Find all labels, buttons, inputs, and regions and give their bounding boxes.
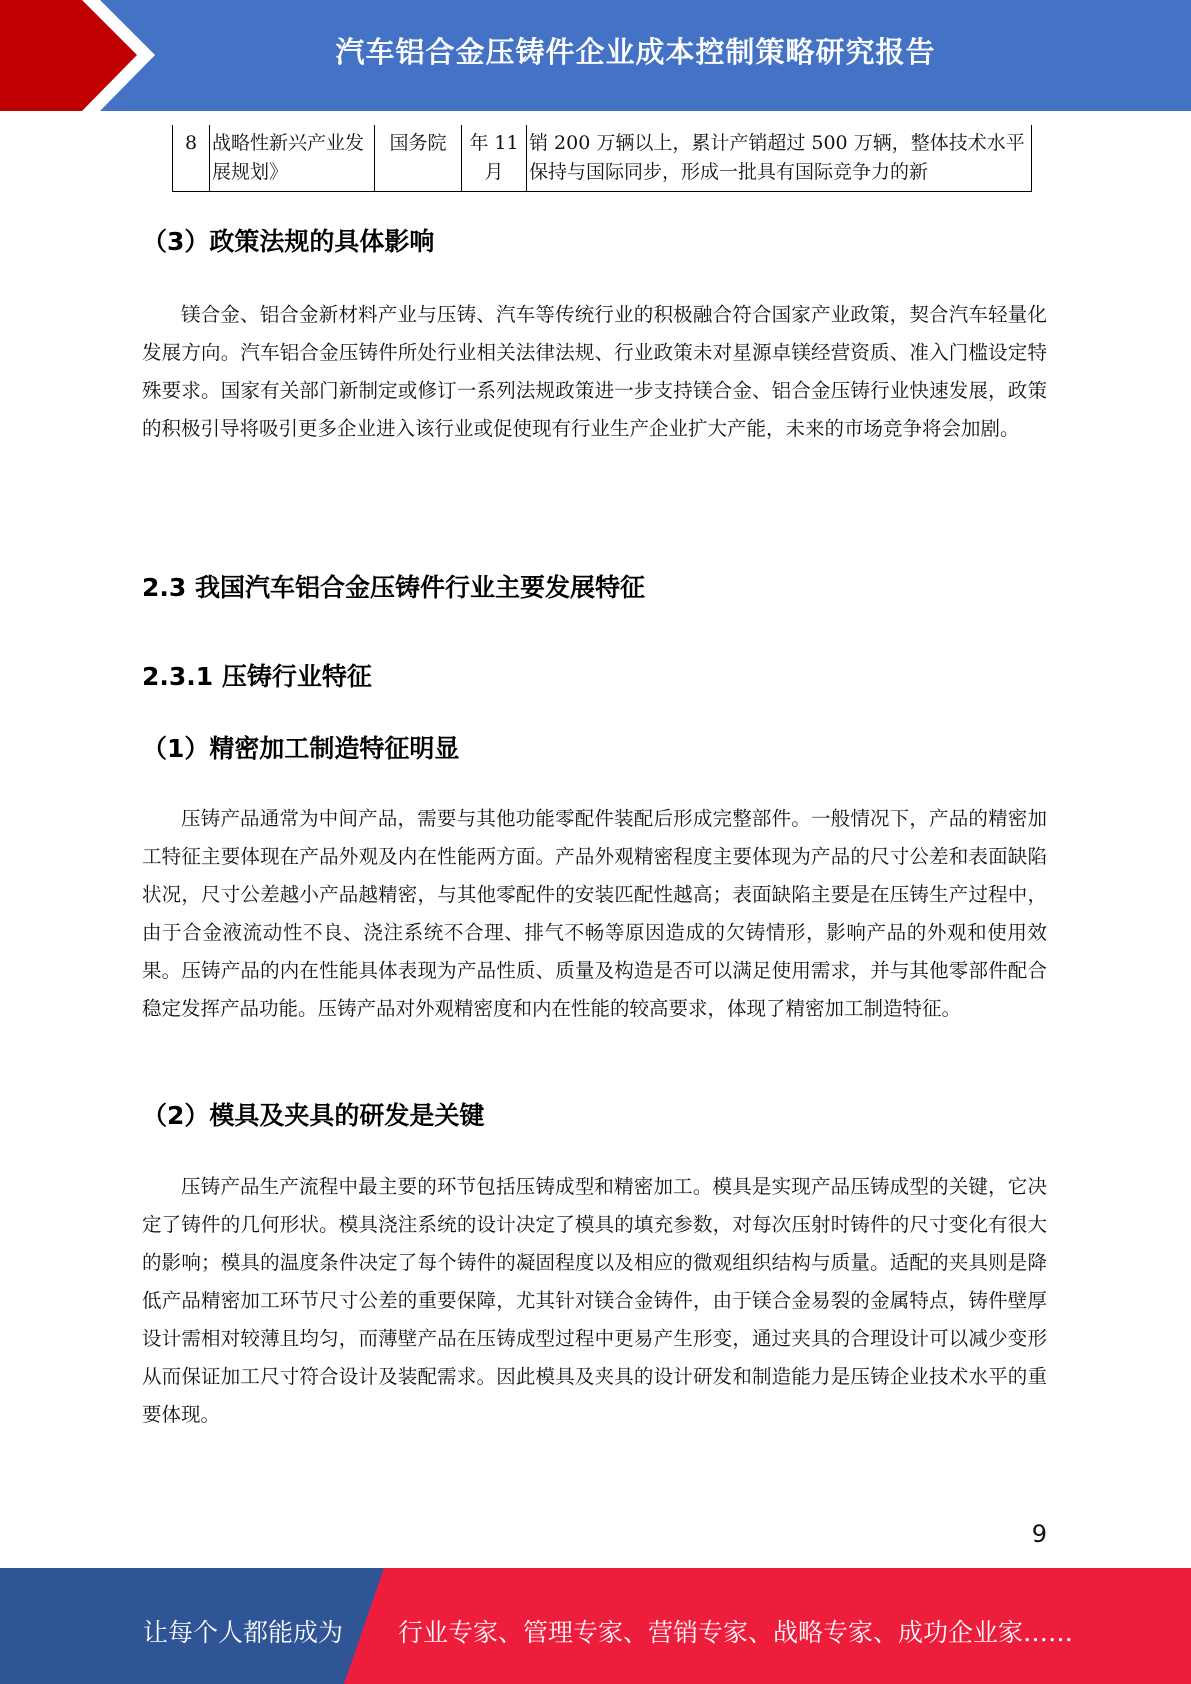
header-arrow-icon	[0, 0, 260, 111]
section-heading-policy-impact: （3）政策法规的具体影响	[142, 227, 435, 256]
page-footer	[0, 1568, 1191, 1684]
table-row	[173, 125, 1032, 192]
page-number: 9	[1031, 1520, 1047, 1548]
table-cell-content: 销 200 万辆以上，累计产销超过 500 万辆，整体技术水平保持与国际同步，形成一批具有国际竞争力的新	[527, 125, 1032, 192]
paragraph-policy-impact: 镁合金、铝合金新材料产业与压铸、汽车等传统行业的积极融合符合国家产业政策，契合汽车轻量化发展方向。汽车铝合金压铸件所处行业相关法律法规、行业政策未对星源卓镁经营资质、准入门槛设定特殊要求。国家有关部门新制定或修订一系列法规政策进一步支持镁合金、铝合金压铸行业快速发展，政策的积极引导将吸引更多企业进入该行业或促使现有行业生产企业扩大产能，未来的市场竞争将会加剧。	[142, 303, 1047, 440]
report-title: 汽车铝合金压铸件企业成本控制策略研究报告	[335, 35, 936, 69]
paragraph-precision: 压铸产品通常为中间产品，需要与其他功能零配件装配后形成完整部件。一般情况下，产品的精密加工特征主要体现在产品外观及内在性能两方面。产品外观精密程度主要体现为产品的尺寸公差和表面缺陷状况，尺寸公差越小产品越精密，与其他零配件的安装匹配性越高；表面缺陷主要是在压铸生产过程中，由于合金液流动性不良、浇注系统不合理、排气不畅等原因造成的欠铸情形，影响产品的外观和使用效果。压铸产品的内在性能具体表现为产品性质、质量及构造是否可以满足使用需求，并与其他零部件配合稳定发挥产品功能。压铸产品对外观精密度和内在性能的较高要求，体现了精密加工制造特征。	[142, 807, 1047, 1020]
section-heading-precision: （1）精密加工制造特征明显	[142, 734, 460, 763]
table-cell-date: 年 11 月	[462, 125, 527, 192]
footer-slogan-left: 让每个人都能成为	[143, 1618, 344, 1647]
page-header	[0, 0, 1191, 111]
table-cell-no: 8	[173, 125, 210, 192]
paragraph-molds: 压铸产品生产流程中最主要的环节包括压铸成型和精密加工。模具是实现产品压铸成型的关键，它决定了铸件的几何形状。模具浇注系统的设计决定了模具的填充参数，对每次压射时铸件的尺寸变化有很大的影响；模具的温度条件决定了每个铸件的凝固程度以及相应的微观组织结构与质量。适配的夹具则是降低产品精密加工环节尺寸公差的重要保障，尤其针对镁合金铸件，由于镁合金易裂的金属特点，铸件壁厚设计需相对较薄且均匀，而薄壁产品在压铸成型过程中更易产生形变，通过夹具的合理设计可以减少变形从而保证加工尺寸符合设计及装配需求。因此模具及夹具的设计研发和制造能力是压铸企业技术水平的重要体现。	[142, 1175, 1047, 1426]
section-heading-2-3-1: 2.3.1 压铸行业特征	[142, 662, 372, 691]
table-cell-issuer: 国务院	[375, 125, 462, 192]
table-cell-name: 战略性新兴产业发展规划》	[210, 125, 375, 192]
section-heading-molds: （2）模具及夹具的研发是关键	[142, 1101, 485, 1130]
policy-table	[172, 125, 1032, 192]
section-heading-2-3: 2.3 我国汽车铝合金压铸件行业主要发展特征	[142, 573, 645, 602]
footer-slogan-right: 行业专家、管理专家、营销专家、战略专家、成功企业家……	[398, 1618, 1074, 1647]
